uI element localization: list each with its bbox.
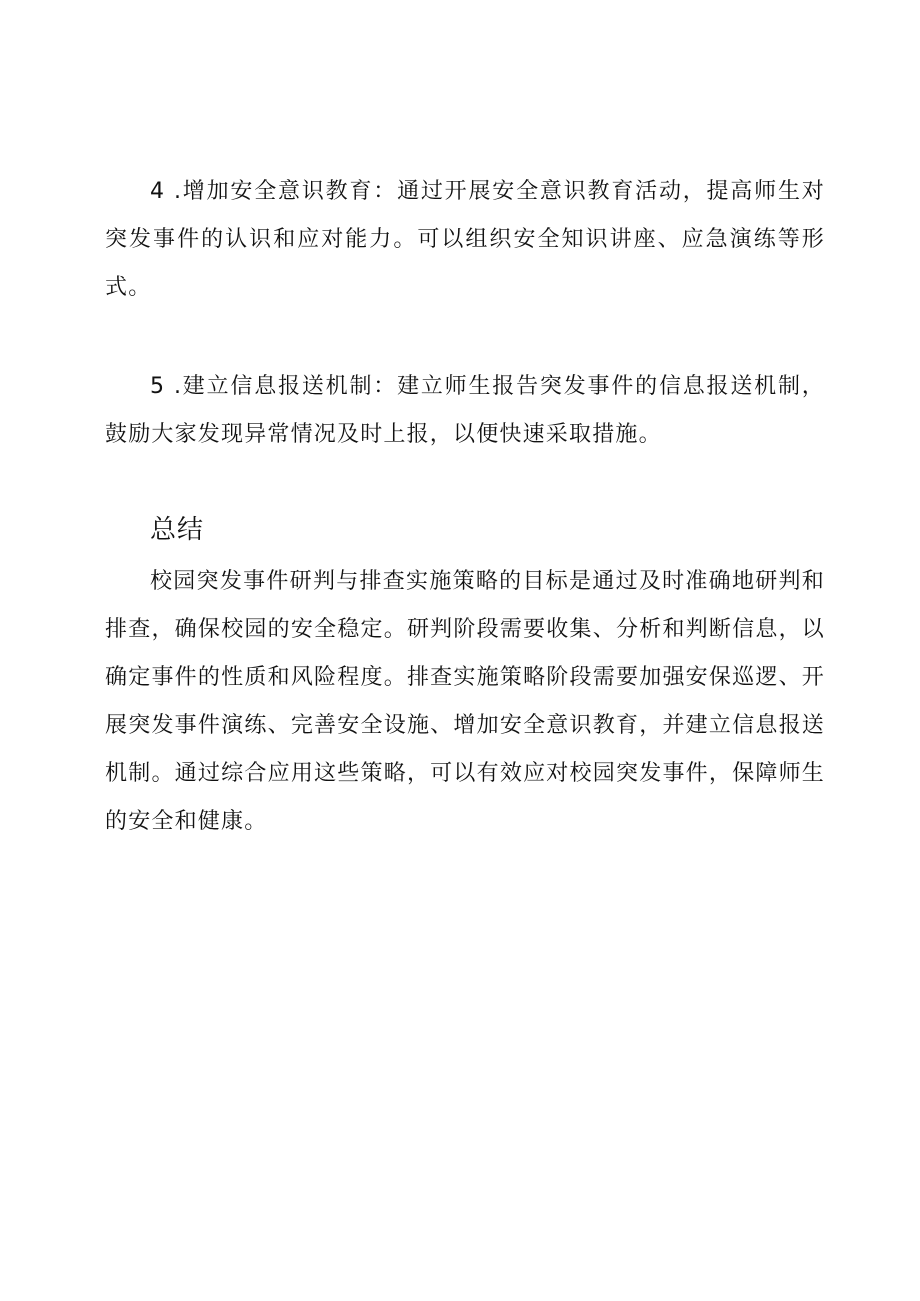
summary-heading: 总结 [150, 515, 205, 545]
summary-paragraph: 校园突发事件研判与排查实施策略的目标是通过及时准确地研判和排查，确保校园的安全稳定。研判阶段需要收集、分析和判断信息，以确定事件的性质和风险程度。排查实施策略阶段需要加强安保巡逻、开展突发事件演练、完善安全设施、增加安全意识教育，并建立信息报送机制。通过综合应用这些策略，可以有效应对校园突发事件，保障师生的安全和健康。 [105, 569, 825, 834]
list-item-5: 5 .建立信息报送机制：建立师生报告突发事件的信息报送机制，鼓励大家发现异常情况及时上报，以便快速采取措施。 [105, 374, 825, 447]
list-item-4: 4 .增加安全意识教育：通过开展安全意识教育活动，提高师生对突发事件的认识和应对能力。可以组织安全知识讲座、应急演练等形式。 [105, 179, 825, 300]
